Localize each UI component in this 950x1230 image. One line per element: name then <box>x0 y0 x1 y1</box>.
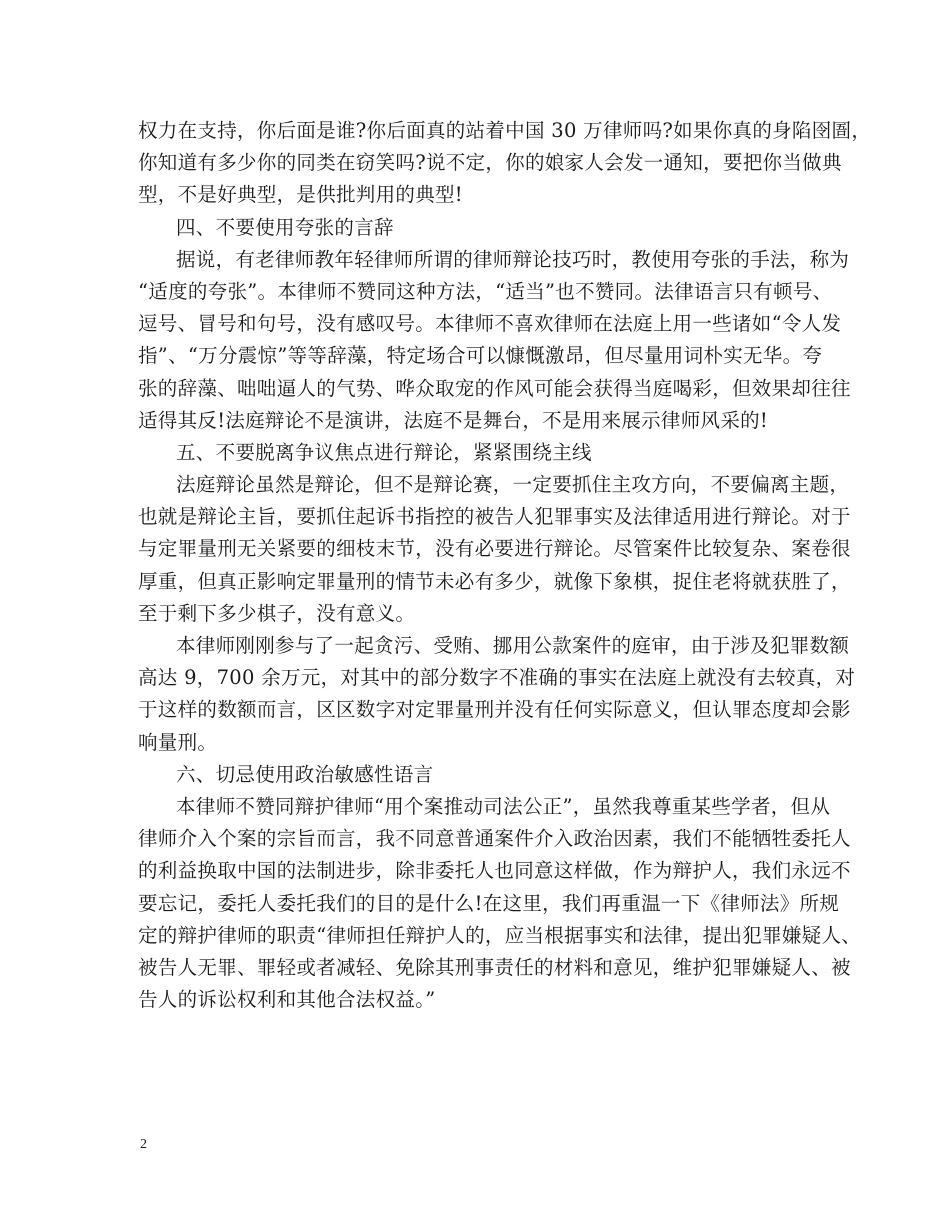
text-line: 至于剩下多少棋子，没有意义。 <box>138 601 416 625</box>
text-line: 也就是辩论主旨，要抓住起诉书指控的被告人犯罪事实及法律适用进行辩论。对于 <box>138 505 851 529</box>
text-line: 要忘记，委托人委托我们的目的是什么!在这里，我们再重温一下《律师法》所规 <box>138 891 840 915</box>
text-line: 张的辞藻、咄咄逼人的气势、哗众取宠的作风可能会获得当庭喝彩，但效果却往往 <box>138 376 851 400</box>
text-line: 你知道有多少你的同类在窃笑吗?说不定，你的娘家人会发一通知，要把你当做典 <box>138 151 842 175</box>
text-line: 法庭辩论虽然是辩论，但不是辩论赛，一定要抓住主攻方向，不要偏离主题， <box>176 473 850 497</box>
text-line: 本律师不赞同辩护律师“用个案推动司法公正”，虽然我尊重某些学者，但从 <box>176 794 831 818</box>
text-line: 被告人无罪、罪轻或者减轻、免除其刑事责任的材料和意见，维护犯罪嫌疑人、被 <box>138 955 851 979</box>
text-line: 本律师刚刚参与了一起贪污、受贿、挪用公款案件的庭审，由于涉及犯罪数额 <box>176 634 850 657</box>
text-line: 定的辩护律师的职责“律师担任辩护人的，应当根据事实和法律，提出犯罪嫌疑人、 <box>138 923 862 947</box>
text-line: 权力在支持，你后面是谁?你后面真的站着中国 30 万律师吗?如果你真的身陷囹圄， <box>138 119 872 142</box>
text-line: 型，不是好典型，是供批判用的典型! <box>138 183 463 207</box>
text-line: 于这样的数额而言，区区数字对定罪量刑并没有任何实际意义，但认罪态度却会影 <box>138 698 851 722</box>
text-line: 厚重，但真正影响定罪量刑的情节未必有多少，就像下象棋，捉住老将就获胜了， <box>138 569 851 593</box>
text-line: 指”、“万分震惊”等等辞藻，特定场合可以慷慨激昂，但尽量用词朴实无华。夸 <box>138 344 823 368</box>
text-line: 逗号、冒号和句号，没有感叹号。本律师不喜欢律师在法庭上用一些诸如“令人发 <box>138 312 842 336</box>
text-line: 适得其反!法庭辩论不是演讲，法庭不是舞台，不是用来展示律师风采的! <box>138 408 769 432</box>
text-line: “适度的夸张”。本律师不赞同这种方法，“适当”也不赞同。法律语言只有顿号、 <box>138 279 833 303</box>
text-line: 与定罪量刑无关紧要的细枝末节，没有必要进行辩论。尽管案件比较复杂、案卷很 <box>138 537 851 561</box>
section-heading: 六、切忌使用政治敏感性语言 <box>176 762 434 786</box>
text-line: 告人的诉讼权利和其他合法权益。” <box>138 988 436 1012</box>
text-line: 高达 9，700 余万元，对其中的部分数字不准确的事实在法庭上就没有去较真，对 <box>138 666 856 690</box>
text-line: 据说，有老律师教年轻律师所谓的律师辩论技巧时，教使用夸张的手法，称为 <box>176 247 850 271</box>
body-text <box>138 115 872 1016</box>
text-line: 响量刑。 <box>138 730 218 754</box>
text-line: 的利益换取中国的法制进步，除非委托人也同意这样做，作为辩护人，我们永远不 <box>138 859 851 883</box>
section-heading: 四、不要使用夸张的言辞 <box>176 215 394 239</box>
text-line: 律师介入个案的宗旨而言，我不同意普通案件介入政治因素，我们不能牺牲委托人 <box>138 827 851 851</box>
section-heading: 五、不要脱离争议焦点进行辩论，紧紧围绕主线 <box>176 440 592 464</box>
page-number: 2 <box>140 1137 147 1152</box>
